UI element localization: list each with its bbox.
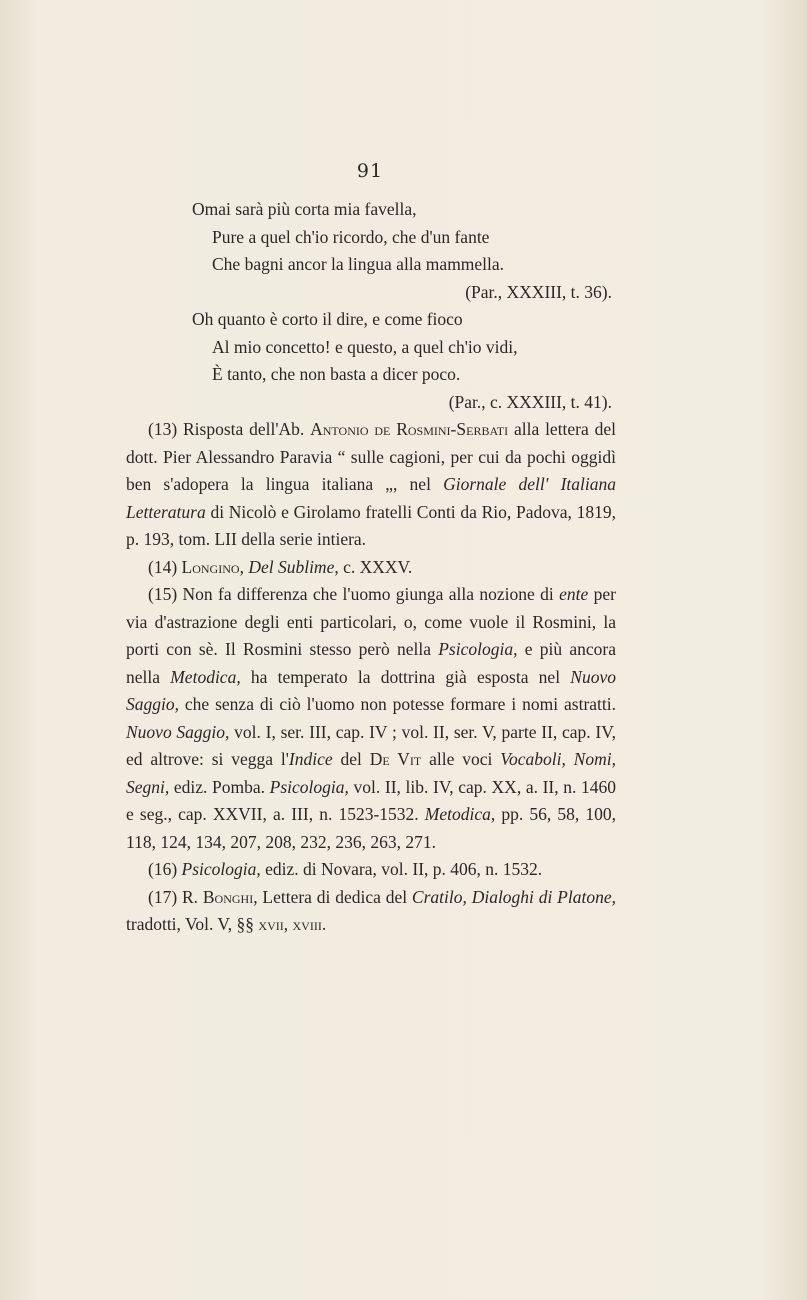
verse-line: Omai sarà più corta mia favella,: [192, 199, 417, 219]
page-body: [126, 196, 616, 939]
footnote-14: (14) Longino, Del Sublime, c. XXXV.: [148, 556, 413, 577]
verse-block-2: [126, 306, 616, 416]
verse-line: Pure a quel ch'io ricordo, che d'un fante: [212, 226, 490, 247]
footnote-16: (16) Psicologia, ediz. di Novara, vol. II, p. 406, n. 1532.: [148, 859, 543, 879]
footnote-15: (15) Non fa differenza che l'uomo giunga alla nozione di ente per via d'astrazione degli enti particolari, o, come vuole il Rosmini, la porti con sè. Il Rosmini stesso però nella Psicologia, e più ancora nella Metodica, ha temperato la dottrina già esposta nel Nuovo Saggio, che senza di ciò l'uomo non potesse formare i nomi astratti. Nuovo Saggio, vol. I, ser. III, cap. IV ; vol. II, ser. V, parte II, cap. IV, ed altrove: si vegga l'Indice del De Vit alle voci Vocaboli, Nomi, Segni, ediz. Pomba. Psicologia, vol. II, lib. IV, cap. XX, a. II, n. 1460 e seg., cap. XXVII, a. III, n. 1523-1532. Metodica, pp. 56, 58, 100, 118, 124, 134, 207, 208, 232, 236, 263, 271.: [126, 584, 617, 852]
verse-line: Che bagni ancor la lingua alla mammella.: [212, 254, 505, 274]
verse-line: Al mio concetto! e questo, a quel ch'io vidi,: [212, 336, 518, 357]
verse-citation: (Par., c. XXXIII, t. 41).: [448, 391, 612, 412]
page-number: 91: [356, 160, 384, 182]
verse-line: È tanto, che non basta a dicer poco.: [212, 364, 461, 384]
verse-citation: (Par., XXXIII, t. 36).: [465, 281, 612, 302]
footnote-13: (13) Risposta dell'Ab. Antonio de Rosmini-Serbati alla lettera del dott. Pier Alessandro Paravia “ sulle cagioni, per cui da pochi oggidì ben s'adopera la lingua italiana „, nel Giornale dell' Italiana Letteratura di Nicolò e Girolamo fratelli Conti da Rio, Padova, 1819, p. 193, tom. LII della serie intiera.: [126, 419, 616, 549]
verse-block-1: [126, 196, 616, 306]
footnote-17: (17) R. Bonghi, Lettera di dedica del Cratilo, Dialoghi di Platone, tradotti, Vol. V, §§ xvii, xviii.: [126, 886, 616, 934]
verse-line: Oh quanto è corto il dire, e come fioco: [192, 309, 463, 329]
